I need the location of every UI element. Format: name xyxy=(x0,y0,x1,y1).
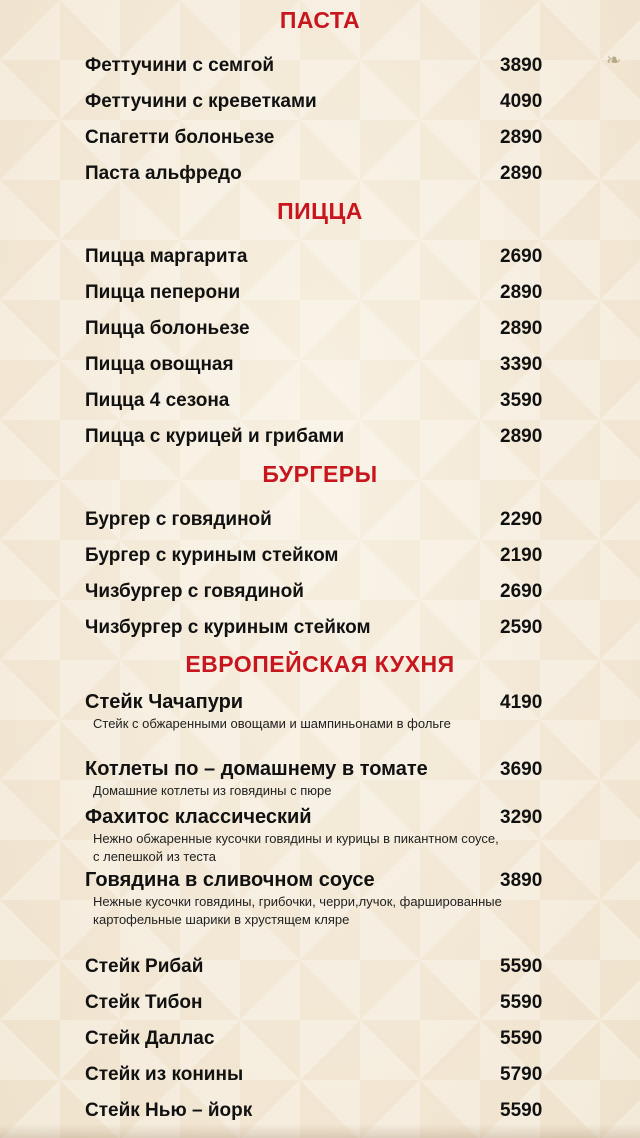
item-name: Паста альфредо xyxy=(85,163,242,184)
item-price: 5590 xyxy=(500,956,543,977)
item-name: Стейк из конины xyxy=(85,1064,244,1085)
menu-item xyxy=(85,991,560,1015)
item-description: Нежно обжаренные кусочки говядины и курицы в пикантном соусе, с лепешкой из теста xyxy=(93,831,499,864)
menu-item xyxy=(85,616,560,640)
item-price: 2890 xyxy=(500,282,543,303)
menu-item xyxy=(85,54,560,78)
item-name: Котлеты по – домашнему в томате xyxy=(85,758,428,780)
item-name: Фахитос классический xyxy=(85,806,312,828)
item-price: 2590 xyxy=(500,617,543,638)
menu-item xyxy=(85,425,560,449)
item-name: Бургер с куриным стейком xyxy=(85,545,339,566)
menu-item xyxy=(85,245,560,269)
menu-item xyxy=(85,162,560,186)
item-description: Домашние котлеты из говядины с пюре xyxy=(93,783,332,798)
item-price: 2190 xyxy=(500,545,543,566)
item-description: Стейк с обжаренными овощами и шампиньонами в фольге xyxy=(93,716,451,731)
item-price: 5790 xyxy=(500,1064,543,1085)
item-price: 3390 xyxy=(500,354,543,375)
item-name: Пицца с курицей и грибами xyxy=(85,426,345,447)
item-price: 3590 xyxy=(500,390,543,411)
section-title-burgers: БУРГЕРЫ xyxy=(262,461,378,487)
item-name: Стейк Тибон xyxy=(85,992,203,1013)
menu-item xyxy=(85,281,560,305)
menu-item xyxy=(85,757,560,800)
item-price: 2890 xyxy=(500,426,543,447)
item-name: Бургер с говядиной xyxy=(85,509,272,530)
item-price: 2890 xyxy=(500,163,543,184)
item-price: 5590 xyxy=(500,992,543,1013)
menu-item xyxy=(85,317,560,341)
item-price: 3690 xyxy=(500,759,543,780)
menu-item xyxy=(85,389,560,413)
item-price: 2690 xyxy=(500,581,543,602)
item-name: Чизбургер с куриным стейком xyxy=(85,617,371,638)
section-title-european: ЕВРОПЕЙСКАЯ КУХНЯ xyxy=(185,651,455,677)
item-name: Стейк Рибай xyxy=(85,956,204,977)
item-name: Стейк Нью – йорк xyxy=(85,1100,253,1121)
item-name: Пицца пеперони xyxy=(85,282,241,303)
item-price: 5590 xyxy=(500,1028,543,1049)
item-name: Пицца маргарита xyxy=(85,246,248,267)
section-title-pizza: ПИЦЦА xyxy=(277,198,363,224)
menu-item xyxy=(85,1099,560,1123)
menu-item xyxy=(85,805,560,866)
item-price: 2690 xyxy=(500,246,543,267)
item-name: Стейк Чачапури xyxy=(85,691,244,713)
menu-item xyxy=(85,1027,560,1051)
item-name: Стейк Даллас xyxy=(85,1028,215,1049)
menu-item xyxy=(85,955,560,979)
item-name: Говядина в сливочном соусе xyxy=(85,869,375,891)
item-name: Пицца овощная xyxy=(85,354,234,375)
item-name: Чизбургер с говядиной xyxy=(85,581,304,602)
item-price: 2890 xyxy=(500,318,543,339)
item-price: 4190 xyxy=(500,692,543,713)
item-price: 2890 xyxy=(500,127,543,148)
item-price: 3890 xyxy=(500,870,543,891)
decorative-flourish-icon: ❧ xyxy=(606,50,622,70)
menu-item xyxy=(85,868,560,929)
item-price: 3890 xyxy=(500,55,543,76)
item-name: Пицца болоньезе xyxy=(85,318,250,339)
item-name: Феттучини с семгой xyxy=(85,55,275,76)
menu-item xyxy=(85,544,560,568)
page-bottom-edge xyxy=(0,1124,640,1138)
menu-item xyxy=(85,508,560,532)
item-price: 2290 xyxy=(500,509,543,530)
menu-item xyxy=(85,690,560,733)
menu-item xyxy=(85,1063,560,1087)
menu-item xyxy=(85,126,560,150)
menu-item xyxy=(85,580,560,604)
item-price: 5590 xyxy=(500,1100,543,1121)
item-price: 3290 xyxy=(500,807,543,828)
item-name: Спагетти болоньезе xyxy=(85,127,275,148)
menu-item xyxy=(85,353,560,377)
section-title-pasta: ПАСТА xyxy=(279,7,361,33)
item-name: Феттучини с креветками xyxy=(85,91,317,112)
item-price: 4090 xyxy=(500,91,543,112)
menu-item xyxy=(85,90,560,114)
item-description: Нежные кусочки говядины, грибочки, черри,лучок, фаршированные картофельные шарики в хрустящем кляре xyxy=(93,894,502,927)
item-name: Пицца 4 сезона xyxy=(85,390,230,411)
